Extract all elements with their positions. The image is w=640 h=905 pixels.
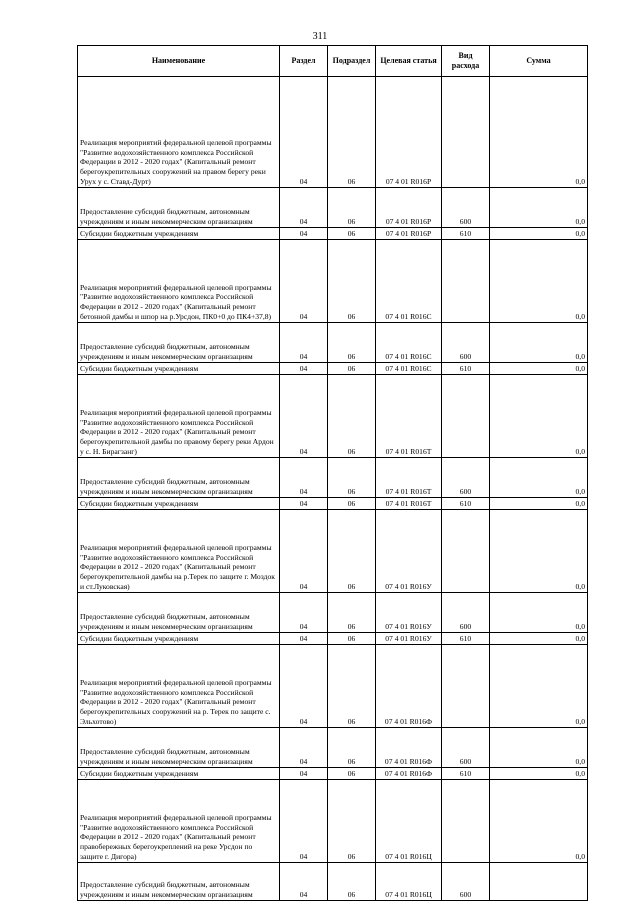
row-section: 04 — [280, 510, 328, 593]
header-name: Наименование — [78, 46, 280, 77]
row-subsection: 06 — [328, 780, 376, 863]
row-section: 04 — [280, 498, 328, 510]
table-row — [78, 77, 588, 188]
row-name: Предоставление субсидий бюджетным, автономным учреждениям и иным некоммерческим организациям — [78, 458, 280, 498]
row-section: 04 — [280, 228, 328, 240]
row-section: 04 — [280, 633, 328, 645]
row-expense-type: 610 — [442, 228, 490, 240]
row-name: Субсидии бюджетным учреждениям — [78, 498, 280, 510]
table-row — [78, 780, 588, 863]
row-target-article: 07 4 01 R016Ф — [376, 768, 442, 780]
row-sum: 0,0 — [490, 633, 588, 645]
row-expense-type: 600 — [442, 458, 490, 498]
row-target-article: 07 4 01 R016С — [376, 240, 442, 323]
row-name: Реализация мероприятий федеральной целевой программы "Развитие водохозяйственного комплекса Российской Федерации в 2012 - 2020 годах" (Капитальный ремонт берегоукрепительной дамбы по правому берегу реки Ардон у с. Н. Бирагзанг) — [78, 375, 280, 458]
table-body — [78, 77, 588, 901]
header-subsection: Подраздел — [328, 46, 376, 77]
row-target-article: 07 4 01 R016Т — [376, 458, 442, 498]
row-expense-type: 610 — [442, 633, 490, 645]
table-row — [78, 645, 588, 728]
row-sum: 0,0 — [490, 510, 588, 593]
row-expense-type: 600 — [442, 593, 490, 633]
row-target-article: 07 4 01 R016Ф — [376, 645, 442, 728]
row-expense-type — [442, 375, 490, 458]
row-subsection: 06 — [328, 240, 376, 323]
table-row — [78, 633, 588, 645]
table-row — [78, 458, 588, 498]
row-name: Предоставление субсидий бюджетным, автономным учреждениям и иным некоммерческим организациям — [78, 593, 280, 633]
row-subsection: 06 — [328, 323, 376, 363]
row-subsection: 06 — [328, 77, 376, 188]
table-row — [78, 768, 588, 780]
row-section: 04 — [280, 768, 328, 780]
row-sum: 0,0 — [490, 228, 588, 240]
row-subsection: 06 — [328, 728, 376, 768]
row-section: 04 — [280, 188, 328, 228]
row-section: 04 — [280, 323, 328, 363]
row-section: 04 — [280, 458, 328, 498]
row-target-article: 07 4 01 R016Т — [376, 375, 442, 458]
table-row — [78, 593, 588, 633]
row-sum: 0,0 — [490, 363, 588, 375]
row-target-article: 07 4 01 R016С — [376, 363, 442, 375]
row-expense-type — [442, 510, 490, 593]
row-subsection: 06 — [328, 593, 376, 633]
row-name: Предоставление субсидий бюджетным, автономным учреждениям и иным некоммерческим организациям — [78, 728, 280, 768]
header-expense-type: Вид расхода — [442, 46, 490, 77]
row-target-article: 07 4 01 R016Р — [376, 77, 442, 188]
row-expense-type — [442, 77, 490, 188]
row-expense-type — [442, 240, 490, 323]
row-section: 04 — [280, 363, 328, 375]
table-row — [78, 228, 588, 240]
row-name: Субсидии бюджетным учреждениям — [78, 228, 280, 240]
row-name: Субсидии бюджетным учреждениям — [78, 633, 280, 645]
page-number: 311 — [312, 31, 328, 42]
row-name: Реализация мероприятий федеральной целевой программы "Развитие водохозяйственного комплекса Российской Федерации в 2012 - 2020 годах" (Капитальный ремонт берегоукрепительной дамбы на р.Терек по защите г. Моздок и ст.Луковская) — [78, 510, 280, 593]
table-row — [78, 375, 588, 458]
row-subsection: 06 — [328, 768, 376, 780]
row-expense-type: 600 — [442, 728, 490, 768]
header-sum: Сумма — [490, 46, 588, 77]
row-sum: 0,0 — [490, 593, 588, 633]
row-sum: 0,0 — [490, 77, 588, 188]
row-name: Предоставление субсидий бюджетным, автономным учреждениям и иным некоммерческим организациям — [78, 323, 280, 363]
row-sum: 0,0 — [490, 188, 588, 228]
row-sum: 0,0 — [490, 780, 588, 863]
row-target-article: 07 4 01 R016У — [376, 593, 442, 633]
row-section: 04 — [280, 645, 328, 728]
row-name: Предоставление субсидий бюджетным, автономным учреждениям и иным некоммерческим организациям — [78, 863, 280, 901]
row-subsection: 06 — [328, 188, 376, 228]
row-target-article: 07 4 01 R016С — [376, 323, 442, 363]
row-section: 04 — [280, 728, 328, 768]
row-sum: 0,0 — [490, 645, 588, 728]
row-sum: 0,0 — [490, 728, 588, 768]
row-sum: 0,0 — [490, 323, 588, 363]
row-expense-type — [442, 780, 490, 863]
row-expense-type: 600 — [442, 323, 490, 363]
row-sum: 0,0 — [490, 458, 588, 498]
table-row — [78, 498, 588, 510]
table-row — [78, 863, 588, 901]
row-expense-type: 610 — [442, 768, 490, 780]
row-subsection: 06 — [328, 633, 376, 645]
header-section: Раздел — [280, 46, 328, 77]
row-name: Реализация мероприятий федеральной целевой программы "Развитие водохозяйственного комплекса Российской Федерации в 2012 - 2020 годах" (Капитальный ремонт берегоукрепительных сооружений на правом берегу реки Урух у с. Ставд-Дурт) — [78, 77, 280, 188]
row-target-article: 07 4 01 R016Р — [376, 228, 442, 240]
row-target-article: 07 4 01 R016Ц — [376, 863, 442, 901]
row-subsection: 06 — [328, 510, 376, 593]
row-section: 04 — [280, 77, 328, 188]
row-target-article: 07 4 01 R016Р — [376, 188, 442, 228]
row-target-article: 07 4 01 R016Ф — [376, 728, 442, 768]
row-target-article: 07 4 01 R016У — [376, 510, 442, 593]
table-row — [78, 323, 588, 363]
row-sum — [490, 863, 588, 901]
row-subsection: 06 — [328, 375, 376, 458]
row-expense-type: 610 — [442, 363, 490, 375]
row-subsection: 06 — [328, 498, 376, 510]
row-target-article: 07 4 01 R016Ц — [376, 780, 442, 863]
header-target-article: Целевая статья — [376, 46, 442, 77]
row-subsection: 06 — [328, 228, 376, 240]
row-subsection: 06 — [328, 863, 376, 901]
row-sum: 0,0 — [490, 768, 588, 780]
row-subsection: 06 — [328, 458, 376, 498]
row-section: 04 — [280, 375, 328, 458]
row-name: Реализация мероприятий федеральной целевой программы "Развитие водохозяйственного комплекса Российской Федерации в 2012 - 2020 годах" (Капитальный ремонт бетонной дамбы и шпор на р.Урсдон, ПК0+0 до ПК4+37,8) — [78, 240, 280, 323]
table-row — [78, 510, 588, 593]
row-name: Субсидии бюджетным учреждениям — [78, 363, 280, 375]
row-section: 04 — [280, 863, 328, 901]
row-subsection: 06 — [328, 645, 376, 728]
row-expense-type: 600 — [442, 188, 490, 228]
table-header-row — [78, 46, 588, 77]
table-row — [78, 728, 588, 768]
row-expense-type: 600 — [442, 863, 490, 901]
table-row — [78, 240, 588, 323]
row-expense-type: 610 — [442, 498, 490, 510]
row-section: 04 — [280, 240, 328, 323]
row-name: Субсидии бюджетным учреждениям — [78, 768, 280, 780]
row-sum: 0,0 — [490, 375, 588, 458]
row-section: 04 — [280, 593, 328, 633]
budget-table — [77, 45, 588, 901]
table-row — [78, 188, 588, 228]
table-row — [78, 363, 588, 375]
row-name: Реализация мероприятий федеральной целевой программы "Развитие водохозяйственного комплекса Российской Федерации в 2012 - 2020 годах" (Капитальный ремонт правобережных берегоукреплений на реке Урсдон по защите г. Дигора) — [78, 780, 280, 863]
row-subsection: 06 — [328, 363, 376, 375]
row-sum: 0,0 — [490, 498, 588, 510]
row-name: Предоставление субсидий бюджетным, автономным учреждениям и иным некоммерческим организациям — [78, 188, 280, 228]
row-target-article: 07 4 01 R016Т — [376, 498, 442, 510]
row-sum: 0,0 — [490, 240, 588, 323]
row-target-article: 07 4 01 R016У — [376, 633, 442, 645]
row-expense-type — [442, 645, 490, 728]
row-name: Реализация мероприятий федеральной целевой программы "Развитие водохозяйственного комплекса Российской Федерации в 2012 - 2020 годах" (Капитальный ремонт берегоукрепительных сооружений на р. Терек по защите с. Эльхотово) — [78, 645, 280, 728]
row-section: 04 — [280, 780, 328, 863]
